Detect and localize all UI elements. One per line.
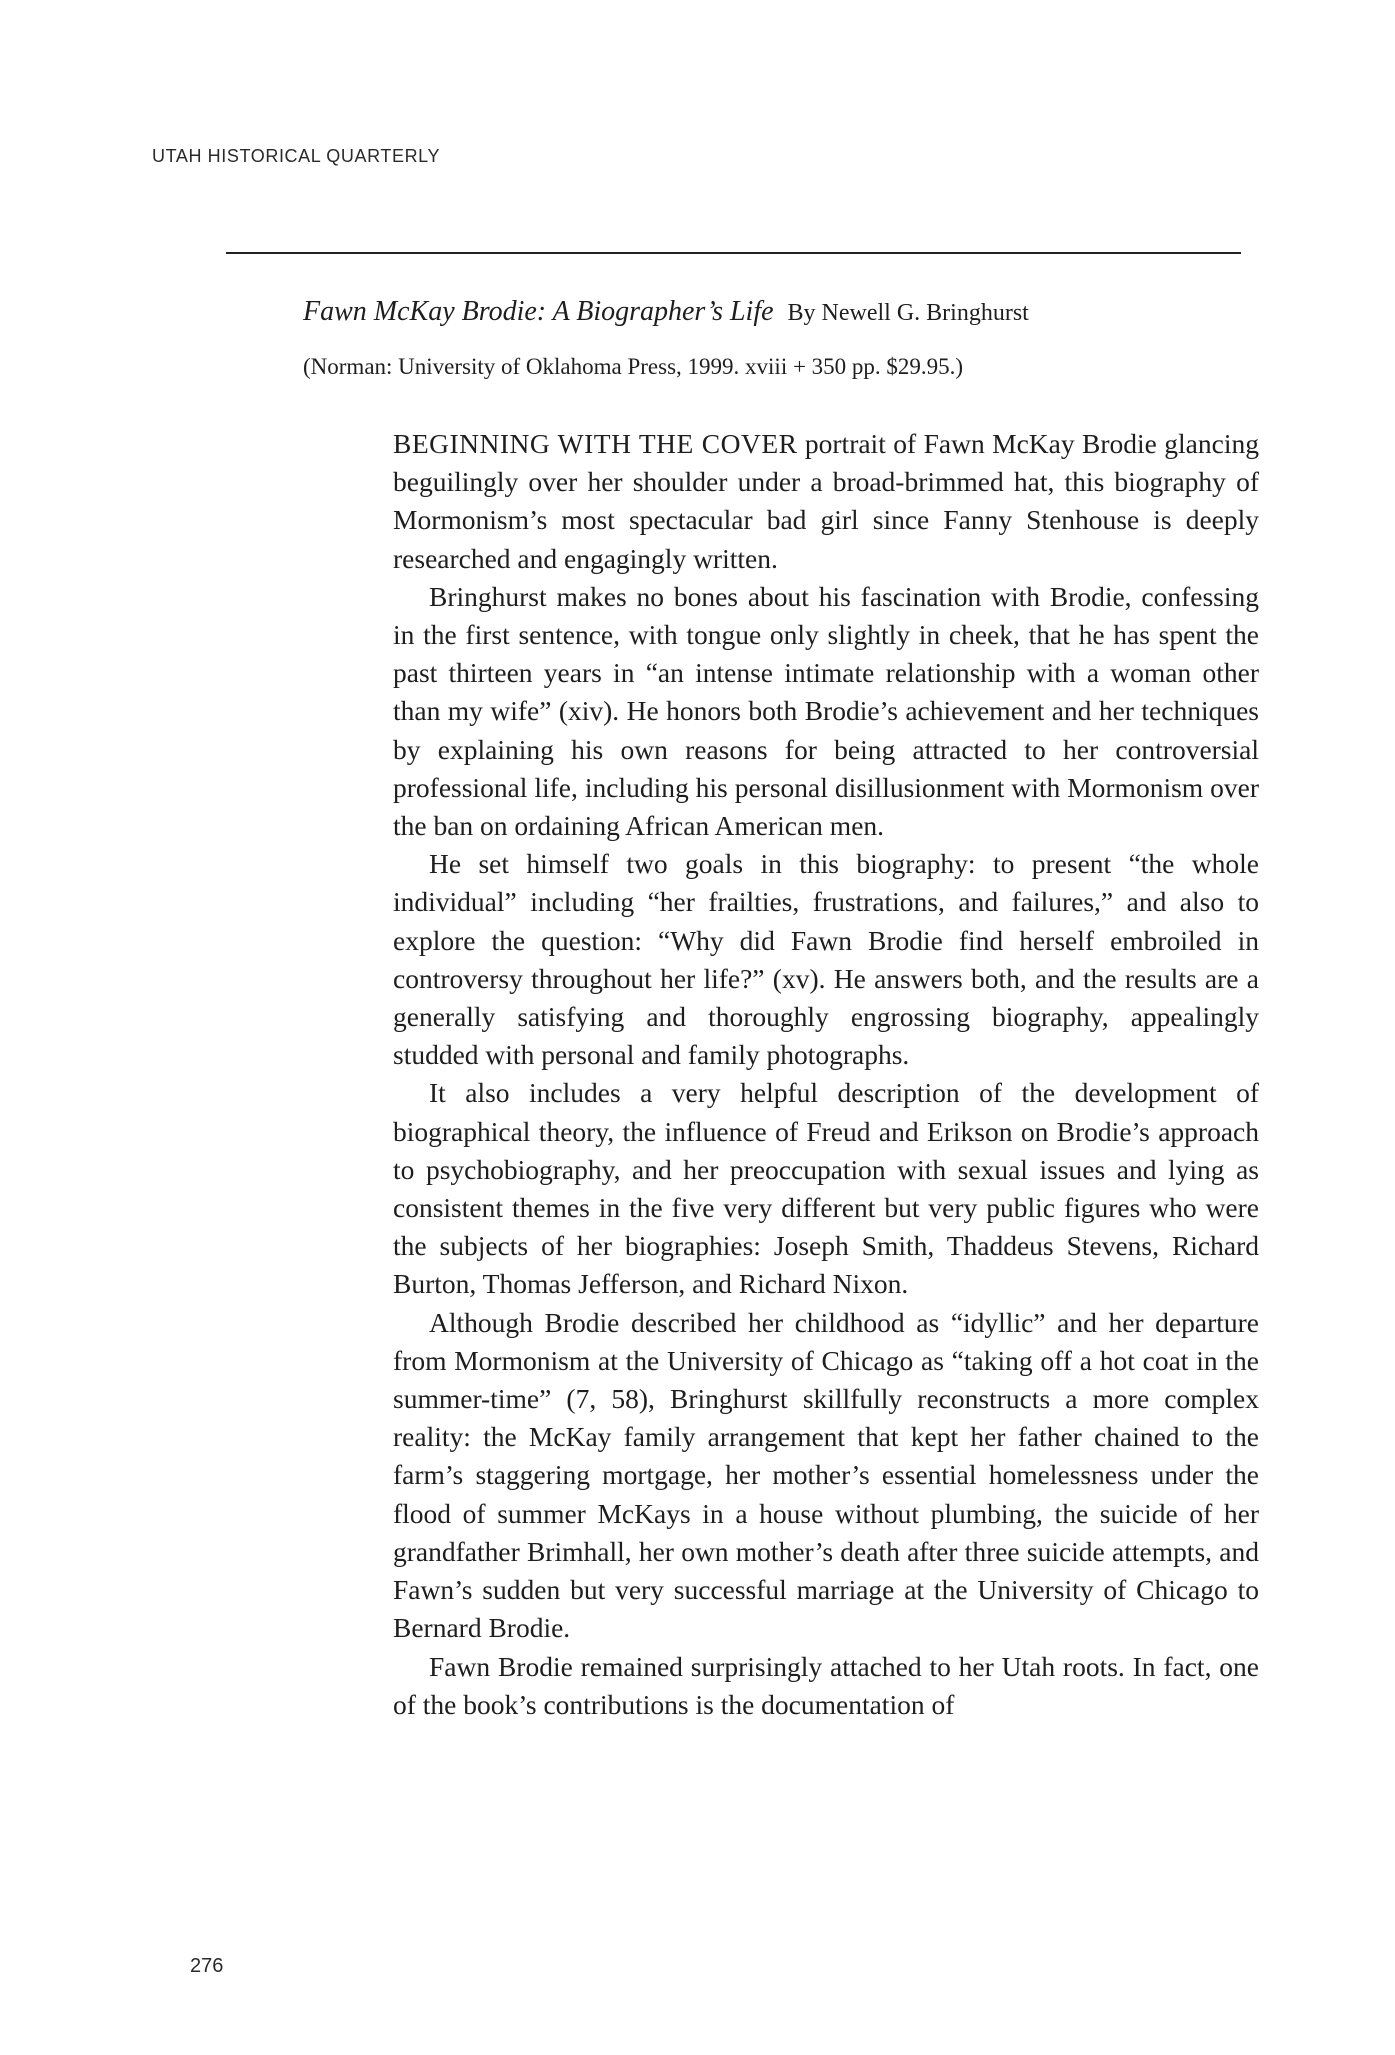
running-head: UTAH HISTORICAL QUARTERLY — [152, 146, 441, 166]
review-paragraph — [393, 425, 1259, 578]
lead-in-caps: BEGINNING WITH THE COVER — [393, 428, 798, 459]
review-paragraph: It also includes a very helpful description of the development of biographical theory, the influence of Freud and Erikson on Brodie’s approach to psychobiography, and her preoccupation with sexual issues and lying as consistent themes in the five very different but very public figures who were the subjects of her biographies: Joseph Smith, Thaddeus Stevens, Richard Burton, Thomas Jefferson, and Richard Nixon. — [393, 1077, 1259, 1300]
header-rule — [226, 252, 1241, 254]
paragraph-text: portrait of Fawn McKay Brodie glancing beguilingly over her shoulder under a broad-brimmed hat, this biography of Mormonism’s most spectacular bad girl since Fanny Stenhouse is deeply researched and engagingly written. — [393, 428, 1259, 574]
review-paragraph: Fawn Brodie remained surprisingly attached to her Utah roots. In fact, one of the book’s contributions is the documentation of — [393, 1650, 1259, 1720]
book-publication-info: (Norman: University of Oklahoma Press, 1999. xviii + 350 pp. $29.95.) — [303, 354, 964, 379]
review-body — [393, 425, 1259, 1724]
review-paragraph: Although Brodie described her childhood as “idyllic” and her departure from Mormonism at the University of Chicago as “taking off a hot coat in the summer-time” (7, 58), Bringhurst skillfully reconstructs a more complex reality: the McKay family arrangement that kept her father chained to the farm’s staggering mortgage, her mother’s essential homelessness under the flood of summer McKays in a house without plumbing, the suicide of her grandfather Brimhall, her own mother’s death after three suicide attempts, and Fawn’s sudden but very successful marriage at the University of Chicago to Bernard Brodie. — [393, 1306, 1259, 1644]
review-paragraph: He set himself two goals in this biography: to present “the whole individual” including “her frailties, frustrations, and failures,” and also to explore the question: “Why did Fawn Brodie find herself embroiled in controversy throughout her life?” (xv). He answers both, and the results are a generally satisfying and thoroughly engrossing biography, appealingly studded with personal and family photographs. — [393, 848, 1259, 1071]
book-title: Fawn McKay Brodie: A Biographer’s Life — [303, 296, 774, 327]
page-number: 276 — [190, 1955, 224, 1977]
book-citation-title-line — [303, 294, 1029, 331]
book-byline: By Newell G. Bringhurst — [787, 300, 1029, 326]
review-paragraph: Bringhurst makes no bones about his fascination with Brodie, confessing in the first sentence, with tongue only slightly in cheek, that he has spent the past thirteen years in “an intense intimate relationship with a woman other than my wife” (xiv). He honors both Brodie’s achievement and her techniques by explaining his own reasons for being attracted to her controversial professional life, including his personal disillusionment with Mormonism over the ban on ordaining African American men. — [393, 580, 1259, 842]
